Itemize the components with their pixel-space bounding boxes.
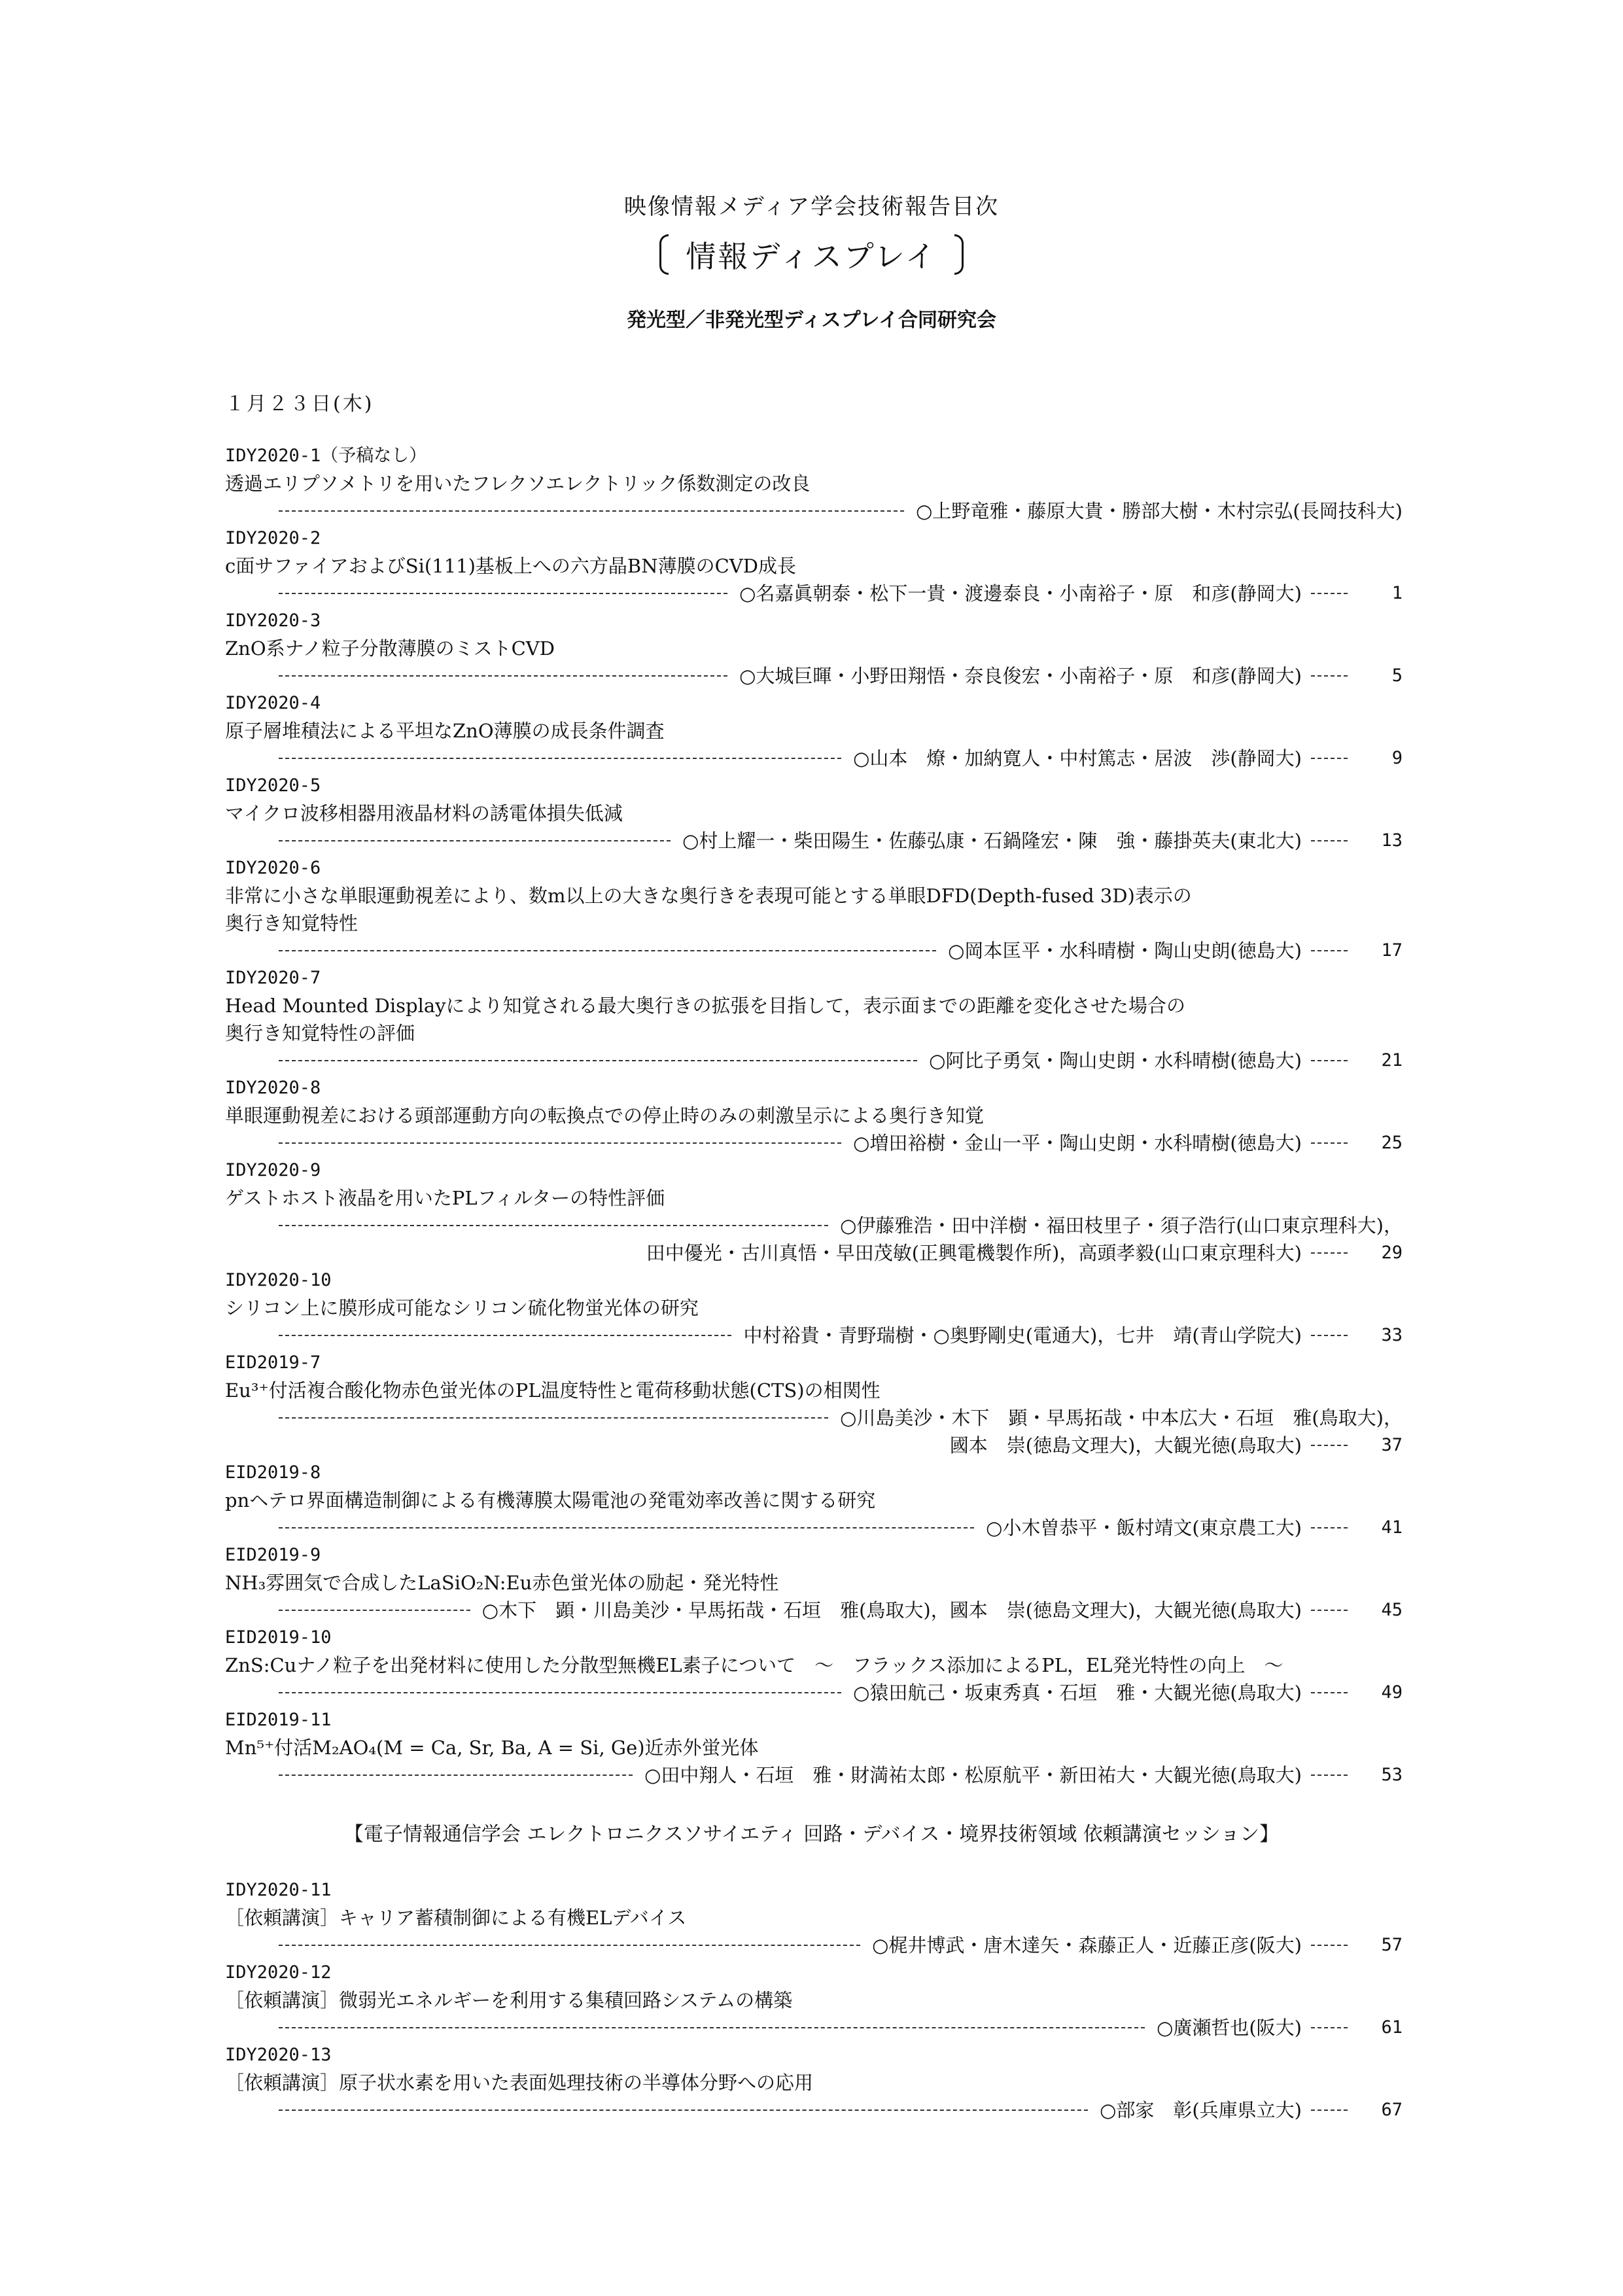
entry-id: EID2019-10 — [225, 1627, 332, 1648]
toc-entry — [225, 690, 1403, 772]
toc-entry — [225, 1959, 1403, 2041]
entry-authors: 中村裕貴・青野瑞樹・○奥野剛史(電通大)，七井 靖(青山学院大) — [743, 1324, 1302, 1347]
leader-dashes — [279, 2027, 1145, 2028]
leader-dashes — [279, 1610, 470, 1611]
leader-dashes — [279, 1225, 828, 1226]
page-number: 41 — [1381, 1517, 1403, 1538]
entry-id: EID2019-11 — [225, 1710, 332, 1730]
entry-authors: ○田中翔人・石垣 雅・財満祐太郎・松原航平・新田祐大・大観光徳(鳥取大) — [644, 1764, 1302, 1786]
leader-dashes — [279, 1060, 917, 1061]
entry-id: IDY2020-3 — [225, 610, 321, 631]
entry-authors: ○梶井博武・唐木達矢・森藤正人・近藤正彦(阪大) — [872, 1934, 1302, 1956]
entry-id: IDY2020-2 — [225, 528, 321, 548]
entry-authors: ○阿比子勇気・陶山史朗・水科晴樹(徳島大) — [929, 1050, 1302, 1072]
entry-title: ［依頼講演］原子状水素を用いた表面処理技術の半導体分野への応用 — [225, 2072, 814, 2094]
entry-authors: ○山本 燎・加納寛人・中村篤志・居波 渉(静岡大) — [853, 747, 1302, 769]
author-line — [225, 1322, 1403, 1349]
leader-dashes — [279, 675, 727, 677]
entry-title: 単眼運動視差における頭部運動方向の転換点での停止時のみの刺激呈示による奥行き知覚 — [225, 1104, 985, 1127]
author-line — [225, 580, 1403, 607]
page-number: 29 — [1381, 1243, 1403, 1263]
author-line — [225, 1047, 1403, 1074]
page-number: 21 — [1381, 1050, 1403, 1070]
category-heading — [0, 233, 1623, 276]
author-line — [225, 1932, 1403, 1959]
entry-title: 原子層堆積法による平坦なZnO薄膜の成長条件調査 — [225, 720, 665, 742]
entry-authors: ○小木曽恭平・飯村靖文(東京農工大) — [986, 1517, 1302, 1539]
session-date: １月２３日(木) — [225, 393, 374, 415]
page-number: 57 — [1381, 1935, 1403, 1955]
entry-id: IDY2020-10 — [225, 1270, 332, 1290]
entry-title: pnヘテロ界面構造制御による有機薄膜太陽電池の発電効率改善に関する研究 — [225, 1489, 876, 1511]
leader-dashes — [279, 1945, 860, 1946]
trailing-dashes — [1311, 1527, 1348, 1528]
trailing-dashes — [1311, 2110, 1348, 2111]
leader-dashes — [279, 1775, 633, 1776]
leader-dashes — [279, 840, 671, 841]
entry-authors: 田中優光・古川真悟・早田茂敏(正興電機製作所)，高頭孝毅(山口東京理科大) — [646, 1242, 1302, 1264]
entry-id: EID2019-9 — [225, 1545, 321, 1565]
leader-dashes — [279, 950, 936, 951]
trailing-dashes — [1311, 1060, 1348, 1061]
entry-id: EID2019-7 — [225, 1352, 321, 1373]
entry-title: マイクロ波移相器用液晶材料の誘電体損失低減 — [225, 802, 623, 824]
trailing-dashes — [1311, 840, 1348, 841]
entry-title: Mn⁵⁺付活M₂AO₄(M = Ca, Sr, Ba, A = Si, Ge)近赤外蛍光体 — [225, 1737, 759, 1759]
toc-entry — [225, 1157, 1403, 1267]
author-line — [225, 1239, 1403, 1267]
author-line — [225, 1761, 1403, 1789]
entry-authors: ○名嘉眞朝泰・松下一貴・渡邊泰良・小南裕子・原 和彦(静岡大) — [739, 582, 1302, 605]
entry-title: ゲストホスト液晶を用いたPLフィルターの特性評価 — [225, 1187, 665, 1209]
page-number: 9 — [1391, 748, 1403, 768]
trailing-dashes — [1311, 1335, 1348, 1336]
entry-authors: ○増田裕樹・金山一平・陶山史朗・水科晴樹(徳島大) — [853, 1132, 1302, 1154]
author-line — [225, 662, 1403, 690]
leader-dashes — [279, 1417, 828, 1419]
page-number: 45 — [1381, 1600, 1403, 1620]
author-line — [225, 1432, 1403, 1459]
toc-entry — [225, 525, 1403, 607]
entry-authors: ○木下 顕・川島美沙・早馬拓哉・石垣 雅(鳥取大)，國本 崇(徳島文理大)，大観光徳(鳥取大) — [481, 1599, 1302, 1621]
page-number: 61 — [1381, 2017, 1403, 2038]
entry-title: ［依頼講演］微弱光エネルギーを利用する集積回路システムの構築 — [225, 1989, 793, 2011]
leader-dashes — [279, 758, 841, 759]
page-number: 5 — [1391, 665, 1403, 686]
entry-id: IDY2020-12 — [225, 1962, 332, 1983]
toc-entry — [225, 2041, 1403, 2124]
entry-authors: ○岡本匡平・水科晴樹・陶山史朗(徳島大) — [948, 940, 1302, 962]
toc-entry — [225, 964, 1403, 1074]
entry-id: IDY2020-5 — [225, 775, 321, 796]
trailing-dashes — [1311, 1252, 1348, 1254]
toc-entry — [225, 607, 1403, 690]
trailing-dashes — [1311, 1142, 1348, 1144]
entry-authors: ○猿田航己・坂東秀真・石垣 雅・大観光徳(鳥取大) — [853, 1682, 1302, 1704]
entry-id: IDY2020-1（予稿なし） — [225, 446, 427, 466]
author-line — [225, 827, 1403, 855]
section-header: 【電子情報通信学会 エレクトロニクスソサイエティ 回路・デバイス・境界技術領域 依頼講演セッション】 — [343, 1823, 1280, 1846]
entry-title: c面サファイアおよびSi(111)基板上への六方晶BN薄膜のCVD成長 — [225, 555, 796, 577]
entry-title: Head Mounted Displayにより知覚される最大奥行きの拡張を目指して，表示面までの距離を変化させた場合の — [225, 995, 1185, 1017]
entry-id: IDY2020-9 — [225, 1160, 321, 1180]
page-number: 53 — [1381, 1765, 1403, 1785]
entry-id: IDY2020-8 — [225, 1078, 321, 1098]
right-bracket-icon — [954, 234, 964, 275]
page-number: 25 — [1381, 1133, 1403, 1153]
page-number: 37 — [1381, 1435, 1403, 1455]
author-line — [225, 2096, 1403, 2124]
entry-authors: ○上野竜雅・藤原大貴・勝部大樹・木村宗弘(長岡技科大) — [916, 500, 1403, 522]
entry-authors: ○村上耀一・柴田陽生・佐藤弘康・石鍋隆宏・陳 強・藤掛英夫(東北大) — [682, 830, 1302, 852]
invited-entry-list — [225, 1877, 1403, 2124]
entry-authors: ○川島美沙・木下 顕・早馬拓哉・中本広大・石垣 雅(鳥取大)， — [840, 1407, 1403, 1429]
category-title: 情報ディスプレイ — [686, 239, 937, 274]
toc-entry — [225, 1877, 1403, 1959]
entry-id: IDY2020-11 — [225, 1880, 332, 1900]
toc-entry — [225, 855, 1403, 964]
entry-authors: ○部家 彰(兵庫県立大) — [1100, 2099, 1302, 2121]
author-line — [225, 1129, 1403, 1157]
entry-authors: ○伊藤雅浩・田中洋樹・福田枝里子・須子浩行(山口東京理科大)， — [840, 1214, 1403, 1237]
leader-dashes — [279, 510, 904, 512]
entry-authors: 國本 崇(徳島文理大)，大観光徳(鳥取大) — [949, 1434, 1302, 1457]
trailing-dashes — [1311, 2027, 1348, 2028]
toc-entry — [225, 1074, 1403, 1157]
author-line — [225, 1679, 1403, 1706]
trailing-dashes — [1311, 1445, 1348, 1446]
author-line — [225, 745, 1403, 772]
entry-title: ZnS:Cuナノ粒子を出発材料に使用した分散型無機EL素子について ～ フラックス添加によるPL，EL発光特性の向上 ～ — [225, 1654, 1283, 1676]
author-line — [225, 937, 1403, 964]
page-number: 67 — [1381, 2100, 1403, 2120]
entry-title: 奥行き知覚特性 — [225, 912, 358, 934]
left-bracket-icon — [659, 234, 669, 275]
leader-dashes — [279, 1142, 841, 1144]
toc-entry — [225, 442, 1403, 525]
entry-id: IDY2020-6 — [225, 858, 321, 878]
author-line — [225, 1212, 1403, 1239]
entry-id: IDY2020-7 — [225, 968, 321, 988]
author-line — [225, 1597, 1403, 1624]
toc-entry — [225, 772, 1403, 855]
author-line — [225, 2014, 1403, 2041]
toc-entry — [225, 1459, 1403, 1542]
entry-title: シリコン上に膜形成可能なシリコン硫化物蛍光体の研究 — [225, 1297, 699, 1319]
author-line — [225, 1404, 1403, 1432]
entry-id: IDY2020-4 — [225, 693, 321, 713]
leader-dashes — [279, 1692, 841, 1693]
trailing-dashes — [1311, 758, 1348, 759]
entry-id: IDY2020-13 — [225, 2045, 332, 2065]
toc-entry — [225, 1624, 1403, 1706]
author-line — [225, 1514, 1403, 1542]
meeting-title: 発光型／非発光型ディスプレイ合同研究会 — [627, 309, 996, 332]
page-number: 17 — [1381, 940, 1403, 961]
page-number: 33 — [1381, 1325, 1403, 1345]
entry-title: NH₃雰囲気で合成したLaSiO₂N:Eu赤色蛍光体の励起・発光特性 — [225, 1572, 779, 1594]
entry-title: 透過エリプソメトリを用いたフレクソエレクトリック係数測定の改良 — [225, 472, 811, 495]
page-number: 1 — [1391, 583, 1403, 603]
trailing-dashes — [1311, 675, 1348, 677]
page-number: 13 — [1381, 830, 1403, 851]
leader-dashes — [279, 2110, 1088, 2111]
author-line — [225, 497, 1403, 525]
entry-authors: ○廣瀬哲也(阪大) — [1157, 2017, 1302, 2039]
entry-title: 非常に小さな単眼運動視差により、数m以上の大きな奥行きを表現可能とする単眼DFD(Depth-fused 3D)表示の — [225, 885, 1192, 907]
entry-title: ［依頼講演］キャリア蓄積制御による有機ELデバイス — [225, 1907, 687, 1929]
entry-list — [225, 442, 1403, 1789]
trailing-dashes — [1311, 1692, 1348, 1693]
entry-authors: ○大城巨暉・小野田翔悟・奈良俊宏・小南裕子・原 和彦(静岡大) — [739, 665, 1302, 687]
journal-title: 映像情報メディア学会技術報告目次 — [623, 194, 1000, 220]
toc-entry — [225, 1267, 1403, 1349]
trailing-dashes — [1311, 593, 1348, 594]
trailing-dashes — [1311, 950, 1348, 951]
toc-entry — [225, 1706, 1403, 1789]
entry-title: 奥行き知覚特性の評価 — [225, 1022, 415, 1044]
trailing-dashes — [1311, 1775, 1348, 1776]
trailing-dashes — [1311, 1610, 1348, 1611]
leader-dashes — [279, 593, 727, 594]
trailing-dashes — [1311, 1945, 1348, 1946]
entry-id: EID2019-8 — [225, 1462, 321, 1483]
entry-title: ZnO系ナノ粒子分散薄膜のミストCVD — [225, 637, 555, 660]
toc-entry — [225, 1542, 1403, 1624]
toc-entry — [225, 1349, 1403, 1459]
page-number: 49 — [1381, 1682, 1403, 1703]
entry-title: Eu³⁺付活複合酸化物赤色蛍光体のPL温度特性と電荷移動状態(CTS)の相関性 — [225, 1379, 881, 1402]
leader-dashes — [279, 1527, 974, 1528]
leader-dashes — [279, 1335, 731, 1336]
